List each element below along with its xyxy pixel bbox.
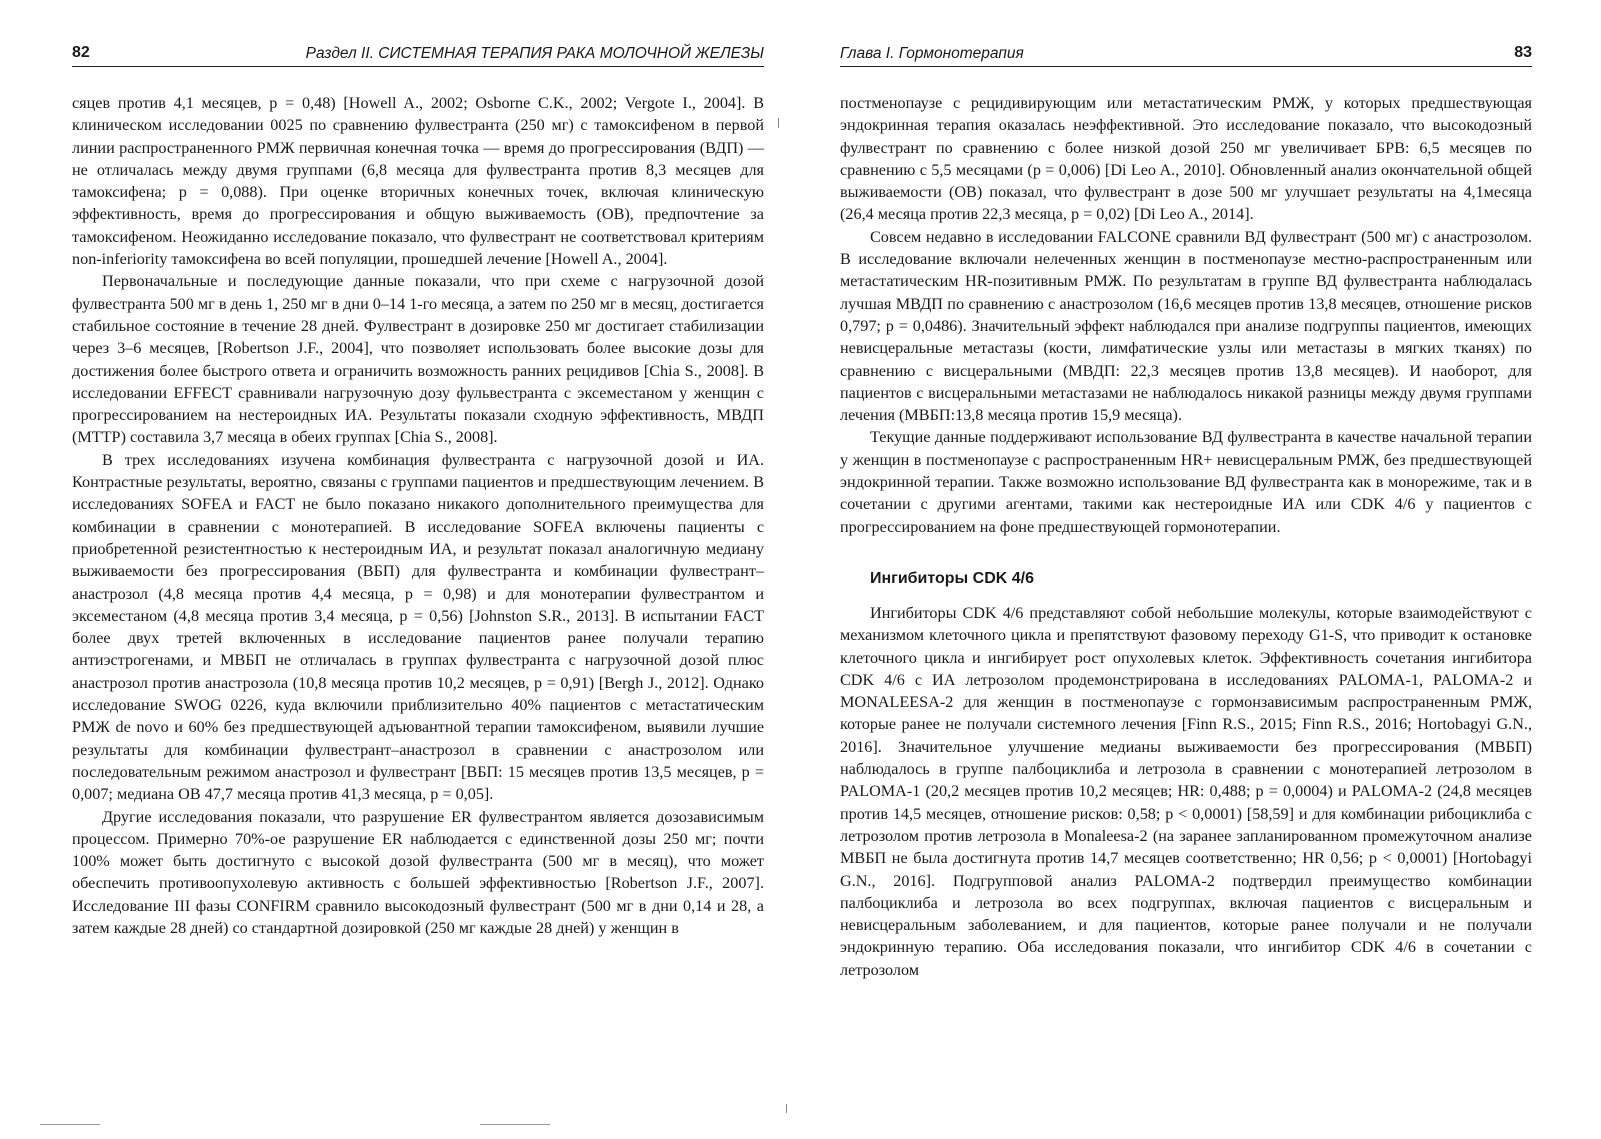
page-number: 82 <box>72 44 90 61</box>
paragraph: Текущие данные поддерживают использование ВД фулвестранта в качестве начальной терапии у женщин в постменопаузе с распространенным HR+ невисцеральным РМЖ, без предшествующей эндокринной терапии. Также возможно использование ВД фулвестранта как в монорежиме, так и в сочетании с другими агентами, такими как нестероидные ИА или CDK 4/6 у пациентов с прогрессированием на фоне предшествующей гормонотерапии. <box>840 428 1532 536</box>
gutter-mark <box>786 1104 787 1113</box>
paragraph: Первоначальные и последующие данные показали, что при схеме с нагрузочной дозой фулвестранта 500 мг в день 1, 250 мг в дни 0–14 1-го месяца, а затем по 250 мг в месяц, достигается стабильное состояние в течение 28 дней. Фулвестрант в дозировке 250 мг достигает стабилизации через 3–6 месяцев, [Robertson J.F., 2004], что позволяет использовать более высокие дозы для достижения более быстрого ответа и ограничить возможность ранних рецидивов [Chia S., 2008]. В исследовании EFFECT сравнивали нагрузочную дозу фульвестранта с эксеместаном у женщин с прогрессированием на нестероидных ИА. Результаты показали сходную эффективность, МВДП (МТТР) составила 3,7 месяца в обеих группах [Chia S., 2008]. <box>72 272 764 447</box>
page-edge-mark <box>480 1124 550 1125</box>
running-title: Раздел II. СИСТЕМНАЯ ТЕРАПИЯ РАКА МОЛОЧНОЙ ЖЕЛЕЗЫ <box>305 45 764 62</box>
paragraph: постменопаузе с рецидивирующим или метастатическим РМЖ, у которых предшествующая эндокринная терапия оказалась неэффективной. Это исследование показало, что высокодозный фулвестрант по сравнению с более низкой дозой 250 мг увеличивает БРВ: 6,5 месяцев по сравнению с 5,5 месяцами (p = 0,006) [Di Leo A., 2010]. Обновленный анализ окончательной общей выживаемости (ОВ) показал, что фулвестрант в дозе 500 мг улучшает результаты на 4,1месяца (26,4 месяца против 22,3 месяца, p = 0,02) [Di Leo A., 2014]. <box>840 94 1532 224</box>
paragraph: Ингибиторы CDK 4/6 представляют собой небольшие молекулы, которые взаимодействуют с механизмом клеточного цикла и препятствуют фазовому переходу G1-S, что приводит к остановке клеточного цикла и ингибирует рост опухолевых клеток. Эффективность сочетания ингибитора CDK 4/6 с ИА летрозолом продемонстрирована в исследованиях PALOMA-1, PALOMA-2 и MONALEESA-2 для женщин в постменопаузе с гормонзависимым распространенным РМЖ, которые ранее не получали системного лечения [Finn R.S., 2015; Finn R.S., 2016; Hortobagyi G.N., 2016]. Значительное улучшение медианы выживаемости без прогрессирования (МВБП) наблюдалось в группе палбоциклиба и летрозола в сравнении с монотерапией летрозолом в PALOMA-1 (20,2 месяцев против 10,2 месяцев; HR: 0,488; p = 0,0004) и PALOMA-2 (24,8 месяцев против 14,5 месяцев, отношение рисков: 0,58; p < 0,0001) [58,59] и для комбинации рибоциклиба с летрозолом против летрозола в Monaleesa-2 (на заранее запланированном промежуточном анализе МВБП не была достигнута против 14,7 месяцев соответственно; HR 0,56; p < 0,0001) [Hortobagyi G.N., 2016]. Подгрупповой анализ PALOMA-2 подтвердил преимущество комбинации палбоциклиба и летрозола во всех подгруппах, включая пациентов с висцеральным и невисцеральным заболеванием, и для пациентов, которые ранее получали и не получали эндокринную терапию. Оба исследования показали, что ингибитор CDK 4/6 в сочетании с летрозолом <box>840 603 1532 979</box>
left-page <box>0 0 800 1139</box>
left-page-header <box>72 44 764 67</box>
left-page-body <box>72 92 764 939</box>
right-page-header <box>840 44 1532 67</box>
paragraph: Совсем недавно в исследовании FALCONE сравнили ВД фулвестрант (500 мг) с анастрозолом. В исследование включали нелеченных женщин в постменопаузе местно-распространенным или метастатическим HR-позитивным РМЖ. По результатам в группе ВД фулвестранта наблюдалась лучшая МВДП по сравнению с анастрозолом (16,6 месяцев против 13,8 месяцев, отношение рисков 0,797; p = 0,0486). Значительный эффект наблюдался при анализе подгруппы пациентов, имеющих невисцеральные метастазы (кости, лимфатические узлы или метастазы в мягких тканях) по сравнению с висцеральными (МВДП: 22,3 месяцев против 13,8 месяцев). И наоборот, для пациентов с висцеральными метастазами не наблюдалось никакой разницы между двумя группами лечения (МВБП:13,8 месяца против 15,9 месяца). <box>840 227 1532 425</box>
running-title: Глава I. Гормонотерапия <box>840 45 1024 62</box>
right-page <box>800 0 1601 1139</box>
paragraph: сяцев против 4,1 месяцев, p = 0,48) [Howell A., 2002; Osborne C.K., 2002; Vergote I., 2004]. В клиническом исследовании 0025 по сравнению фулвестранта (250 мг) с тамоксифеном в первой линии распространенного РМЖ первичная конечная точка — время до прогрессирования (ВДП) — не отличалась между двумя группами (6,8 месяца для фулвестранта против 8,3 месяцев для тамоксифена; p = 0,088). При оценке вторичных конечных точек, включая клиническую эффективность, время до прогрессирования и общую выживаемость (ОВ), предпочтение за тамоксифеном. Неожиданно исследование показало, что фулвестрант не соответствовал критериям non-inferiority тамоксифена во всей популяции, прошедшей лечение [Howell A., 2004]. <box>72 94 764 269</box>
page-edge-mark <box>40 1124 100 1125</box>
page-number: 83 <box>1514 44 1532 61</box>
right-page-body <box>840 92 1532 981</box>
paragraph: В трех исследованиях изучена комбинация фулвестранта с нагрузочной дозой и ИА. Контрастные результаты, вероятно, связаны с группами пациентов и предшествующим лечением. В исследованиях SOFEA и FACT не было показано никакого дополнительного преимущества для комбинации в сравнении с монотерапией. В исследование SOFEA включены пациенты с приобретенной резистентностью к нестероидным ИА, и результат показал аналогичную медиану выживаемости без прогрессирования (ВБП) для фулвестранта и комбинации фулвестрант–анастрозол (4,8 месяца против 4,4 месяца, p = 0,98) и для монотерапии фулвестрантом и эксеместаном (4,8 месяца против 3,4 месяца, p = 0,56) [Johnston S.R., 2013]. В испытании FACT более двух третей включенных в исследование пациентов ранее получали терапию антиэстрогенами, и МВБП не отличалась в группах фулвестранта с нагрузочной дозой плюс анастрозол против анастрозола (10,8 месяца против 10,2 месяцев, p = 0,91) [Bergh J., 2012]. Однако исследование SWOG 0226, куда включили приблизительно 40% пациентов с метастатическим РМЖ de novo и 60% без предшествующей адъювантной терапии тамоксифеном, выявили лучшие результаты для комбинации фулвестрант–анастрозол в сравнении с анастрозолом или последовательным режимом анастрозол и фулвестрант [ВБП: 15 месяцев против 13,5 месяцев, p = 0,007; медиана ОВ 47,7 месяца против 41,3 месяца, p = 0,05]. <box>72 450 764 804</box>
section-heading: Ингибиторы CDK 4/6 <box>870 569 1035 587</box>
paragraph: Другие исследования показали, что разрушение ER фулвестрантом является дозозависимым процессом. Примерно 70%-ое разрушение ER наблюдается с единственной дозы 250 мг; почти 100% может быть достигнуто с высокой дозой фулвестранта (500 мг в месяц), что может обеспечить противоопухолевую активность с большей эффективностью [Robertson J.F., 2007]. Исследование III фазы CONFIRM сравнило высокодозный фулвестрант (500 мг в дни 0,14 и 28, а затем каждые 28 дней) со стандартной дозировкой (250 мг каждые 28 дней) у женщин в <box>72 807 764 937</box>
gutter-mark <box>778 118 779 128</box>
